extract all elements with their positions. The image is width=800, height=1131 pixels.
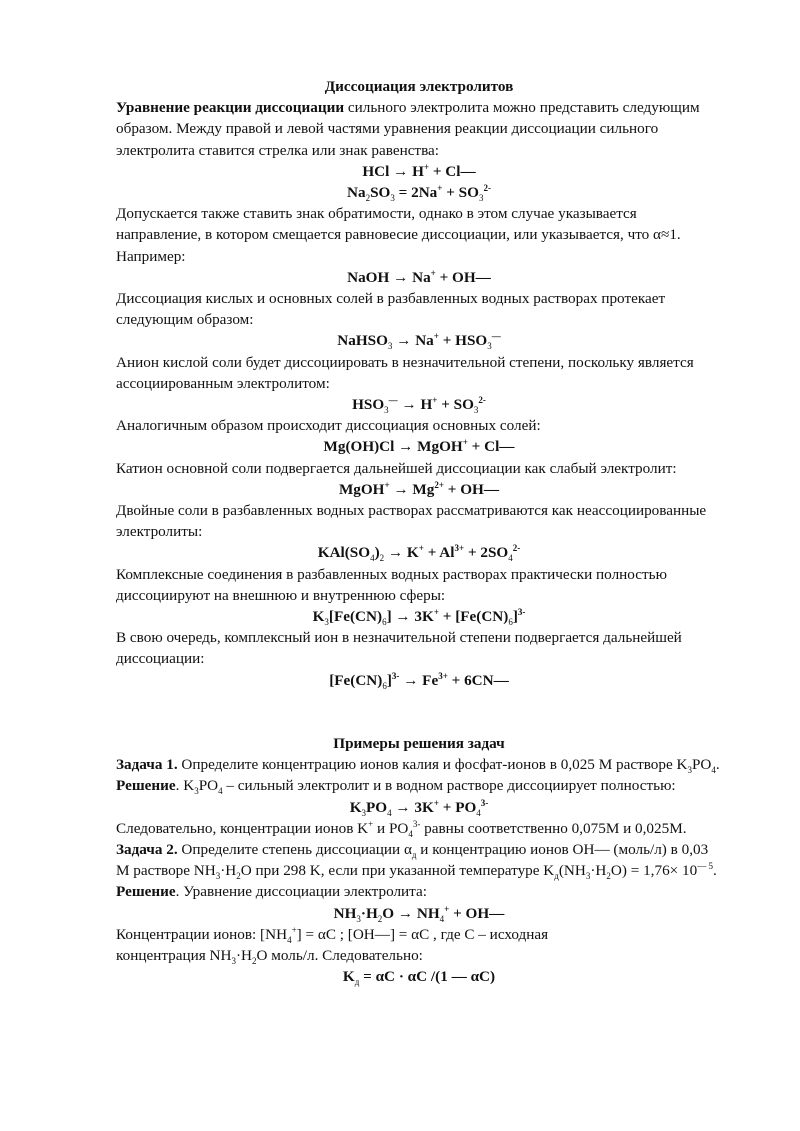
paragraph-double-salts: Двойные соли в разбавленных водных растворах рассматриваются как неассоциированные электролиты:	[116, 502, 707, 541]
equation-kd: $K_д = \alpha C \cdot \alpha C$ /(1 — αC)	[342, 968, 496, 988]
equation-k3fecn6: $K_3[Fe(CN)_6] \to 3K^+ + [Fe(CN)_6]^{3-}$	[312, 607, 526, 628]
section-title-dissociation: Диссоциация электролитов	[324, 78, 514, 95]
solution-1-result: Следовательно, концентрации ионов K+ и $PO_4^{3-}$ равны соответственно 0,075М и 0,025М.	[116, 818, 687, 839]
equation-hcl: HCl → H+ + Cl—	[362, 161, 476, 180]
task-1: Задача 1. Определите концентрацию ионов калия и фосфат-ионов в 0,025 М растворе $K_3PO_4$.	[116, 756, 720, 776]
equation-nh3h2o: $NH_3\cdot H_2O \to NH_4^+$ + OH—	[333, 903, 505, 924]
paragraph-intro: Уравнение реакции диссоциации сильного электролита можно представить следующим образом. Между правой и левой частями уравнения реакции диссоциации сильного электролита ставится стрелка или знак равенства:	[116, 99, 700, 159]
solution-2: Решение. Уравнение диссоциации электролита:	[116, 883, 427, 901]
equation-kalso4: $KAl(SO_4)_2 \to K^+ + Al^{3+} + 2SO_4^{2-}$	[317, 543, 521, 564]
paragraph-acid-salts: Диссоциация кислых и основных солей в разбавленных водных растворах протекает следующим образом:	[116, 290, 666, 329]
equation-k3po4: $K_3PO_4 \to 3K^+ + PO_4^{3-}$	[349, 797, 489, 818]
paragraph-cation: Катион основной соли подвергается дальнейшей диссоциации как слабый электролит:	[116, 459, 677, 477]
paragraph-reversibility: Допускается также ставить знак обратимости, однако в этом случае указывается направление, в котором смещается равновесие диссоциации, или указывается, что α≈1. Например:	[116, 205, 681, 265]
solution-2-initial: концентрация $NH_3\cdot H_2O$ моль/л. Следовательно:	[116, 946, 423, 966]
equation-naoh: NaOH → Na+ + OH—	[347, 267, 491, 286]
equation-mgoh: MgOH+ → $Mg^{2+}$ + OH—	[338, 479, 500, 498]
equation-nahso3: NaHSO$_3$ → $Na^+ + HSO_3^—$	[337, 331, 501, 352]
paragraph-basic-salts: Аналогичным образом происходит диссоциация основных солей:	[116, 417, 541, 435]
section-title-examples: Примеры решения задач	[333, 734, 505, 752]
equation-mgohcl: Mg(OH)Cl → MgOH+ + Cl—	[323, 437, 515, 456]
paragraph-complex: Комплексные соединения в разбавленных водных растворах практически полностью диссоциируют на внешнюю и внутреннюю сферы:	[116, 565, 667, 604]
equation-hso3: $HSO_3^— \to H^+ + SO_3^{2-}$	[352, 394, 486, 416]
task-2: Задача 2. Определите степень диссоциации $\alpha_д$ и концентрацию ионов OH— (моль/л) в 0,03 М растворе $NH_3\cdot H_2O$ при 298 K, если при указанной температуре $K_д(NH_3\cdot H_2O) = 1,76\times 10^{— 5}$.	[116, 840, 717, 882]
equation-na2so3: $Na_2SO_3 = 2Na^+ + SO_3^{2-}$	[347, 182, 491, 204]
solution-1: Решение. $K_3PO_4$ – сильный электролит и в водном растворе диссоциирует полностью:	[116, 777, 676, 797]
paragraph-complex-ion: В свою очередь, комплексный ион в незначительной степени подвергается дальнейшей диссоциации:	[116, 629, 682, 668]
document-page	[116, 76, 722, 987]
section-spacer	[116, 691, 722, 733]
paragraph-anion: Анион кислой соли будет диссоциировать в незначительной степени, поскольку является ассоциированным электролитом:	[116, 353, 694, 392]
equation-fecn6: $[Fe(CN)_6]^{3-} \to Fe^{3+}$ + 6CN—	[329, 670, 509, 691]
solution-2-concentrations: Концентрации ионов: $[NH_4^+] = \alpha C$ ; [OH—] = αC , где C – исходная	[116, 924, 549, 945]
